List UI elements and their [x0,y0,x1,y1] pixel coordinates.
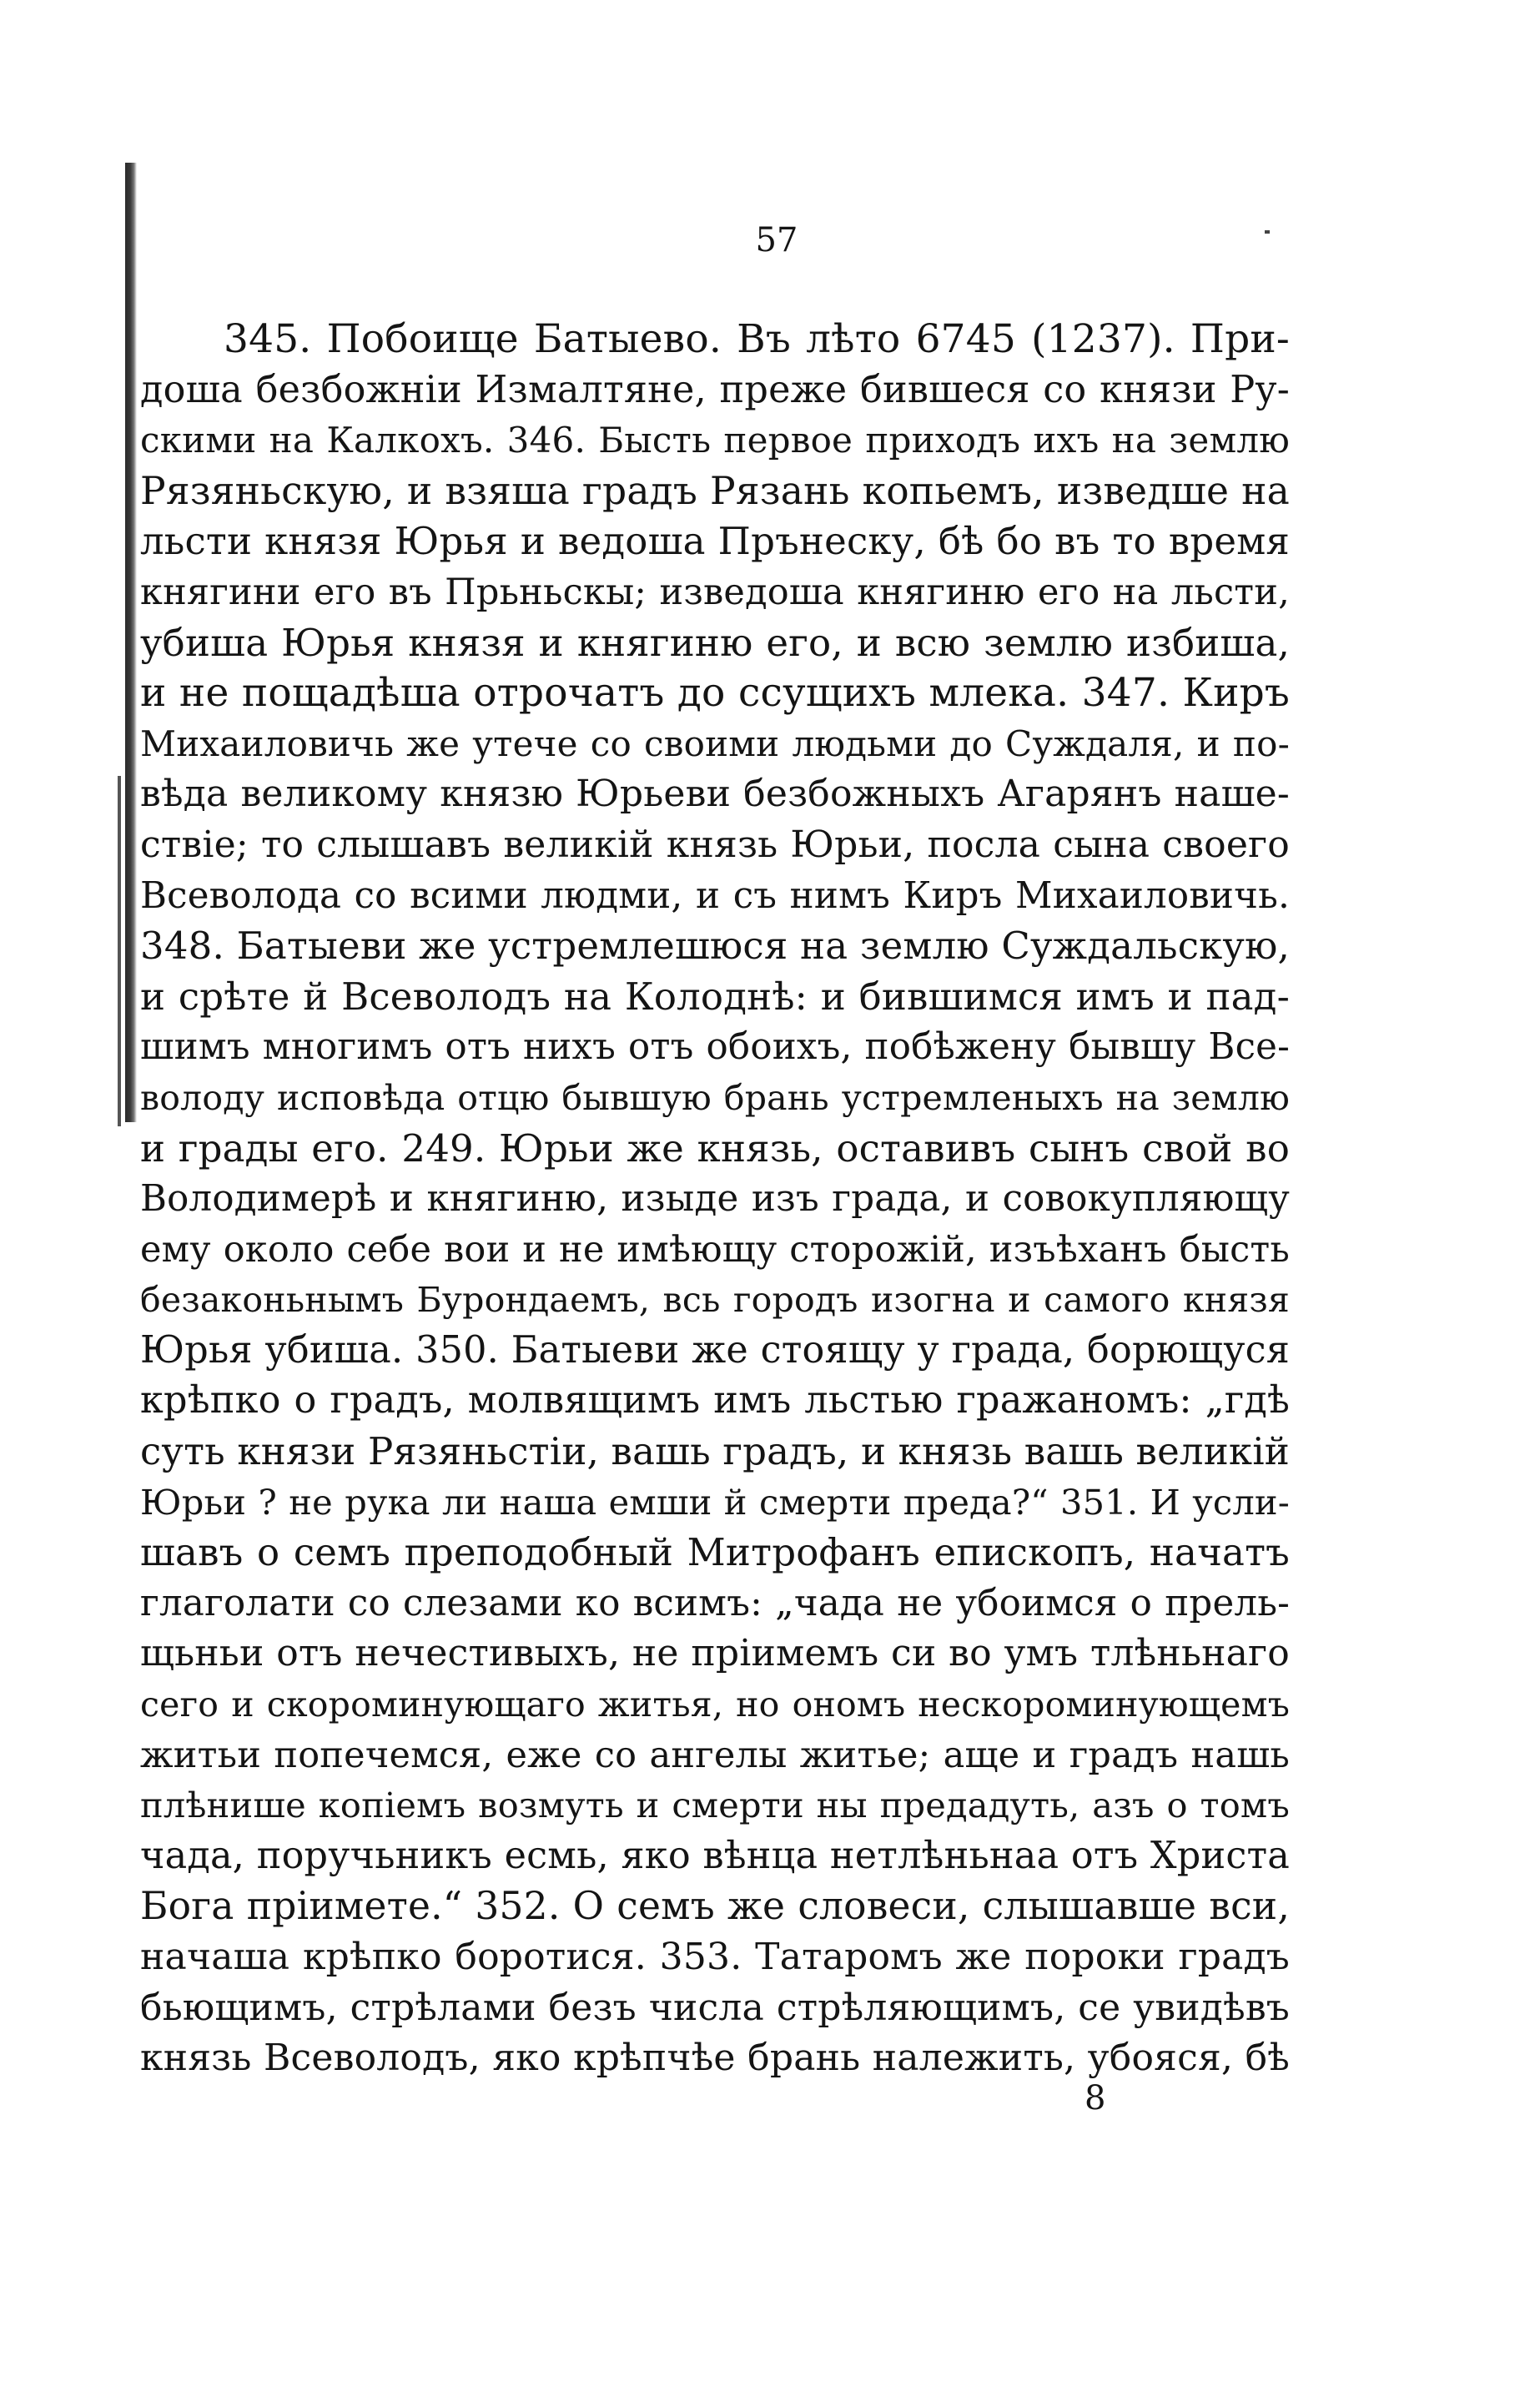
text-line: Юрья убиша. 350. Батыеви же стоящу у града, борющуся [140,1328,1290,1372]
page-number: 57 [755,221,798,259]
text-line: княгини его въ Прьньскы; изведоша княгиню его на льсти, [140,571,1290,613]
text-line: и не пощадѣша отрочатъ до ссущихъ млека. 347. Киръ [140,670,1290,717]
text-line: Юрьи ? не рука ли наша емши й смерти преда?“ 351. И усли- [140,1481,1290,1523]
text-line: чада, поручьникъ есмь, яко вѣнца нетлѣньнаа отъ Христа [140,1834,1290,1877]
text-line: 345. Побоище Батыево. Въ лѣто 6745 (1237). При- [224,316,1290,362]
text-line: Володимерѣ и княгиню, изыде изъ града, и совокупляющу [140,1178,1290,1221]
text-line: Михаиловичь же утече со своими людьми до Суждаля, и по- [140,723,1290,764]
chronicle-text-block [140,315,1290,2084]
text-line: ему около себе вои и не имѣющу сторожій, изъѣханъ бысть [140,1228,1290,1271]
signature-mark: 8 [1085,2079,1106,2117]
text-line: бьющимъ, стрѣлами безъ числа стрѣляющимъ, се увидѣвъ [140,1986,1290,2029]
text-line: Бога пріимете.“ 352. О семъ же словеси, слышавше вси, [140,1884,1290,1929]
text-line: ствіе; то слышавъ великій князь Юрьи, посла сына своего [140,823,1290,866]
text-line: начаша крѣпко боротися. 353. Татаромъ же пороки градъ [140,1936,1290,1978]
text-line: и грады его. 249. Юрьи же князь, оставивъ сынъ свой во [140,1125,1290,1171]
text-line: князь Всеволодъ, яко крѣпчѣе брань належить, убояся, бѣ [140,2037,1290,2080]
text-line: володу исповѣда отцю бывшую брань устремленыхъ на землю [140,1077,1290,1118]
text-line: крѣпко о градъ, молвящимъ имъ льстью гражаномъ: „гдѣ [140,1379,1290,1423]
text-line: глаголати со слезами ко всимъ: „чада не убоимся о прель- [140,1582,1290,1624]
text-line: скими на Калкохъ. 346. Бысть первое приходъ ихъ на землю [140,420,1290,461]
text-line: шавъ о семъ преподобный Митрофанъ епископъ, начатъ [140,1530,1290,1575]
text-line: вѣда великому князю Юрьеви безбожныхъ Агарянъ наше- [140,773,1290,816]
text-line: житьи попечемся, еже со ангелы житье; аще и градъ нашь [140,1734,1290,1776]
text-line: шимъ многимъ отъ нихъ отъ обоихъ, побѣжену бывшу Все- [140,1026,1290,1069]
text-line: безаконьнымъ Бурондаемъ, всь городъ изогна и самого князя [140,1280,1290,1321]
text-line: убиша Юрья князя и княгиню его, и всю землю избиша, [140,620,1290,665]
text-line: и срѣте й Всеволодъ на Колоднѣ: и бившимся имъ и пад- [140,974,1290,1019]
text-line: плѣнише копіемъ возмуть и смерти ны предадуть, азъ о томъ [140,1785,1290,1826]
text-line: щьньи отъ нечестивыхъ, не пріимемъ си во умъ тлѣньнаго [140,1632,1290,1675]
scan-edge-shadow [125,163,137,1122]
text-line: суть князи Рязяньстіи, вашь градъ, и князь вашь великій [140,1429,1290,1474]
text-line: Рязяньскую, и взяша градъ Рязань копьемъ, изведше на [140,468,1290,513]
scan-edge-line [118,776,121,1126]
text-line: Всеволода со всими людми, и съ нимъ Киръ Михаиловичь. [140,874,1290,917]
text-line: льсти князя Юрья и ведоша Прънеску, бѣ бо въ то время [140,519,1290,564]
text-line: доша безбожніи Измалтяне, преже бившеся со князи Ру- [140,368,1290,411]
text-line: 348. Батыеви же устремлешюся на землю Суждальскую, [140,924,1290,969]
text-line: сего и скороминующаго житья, но ономъ нескороминующемъ [140,1684,1290,1725]
